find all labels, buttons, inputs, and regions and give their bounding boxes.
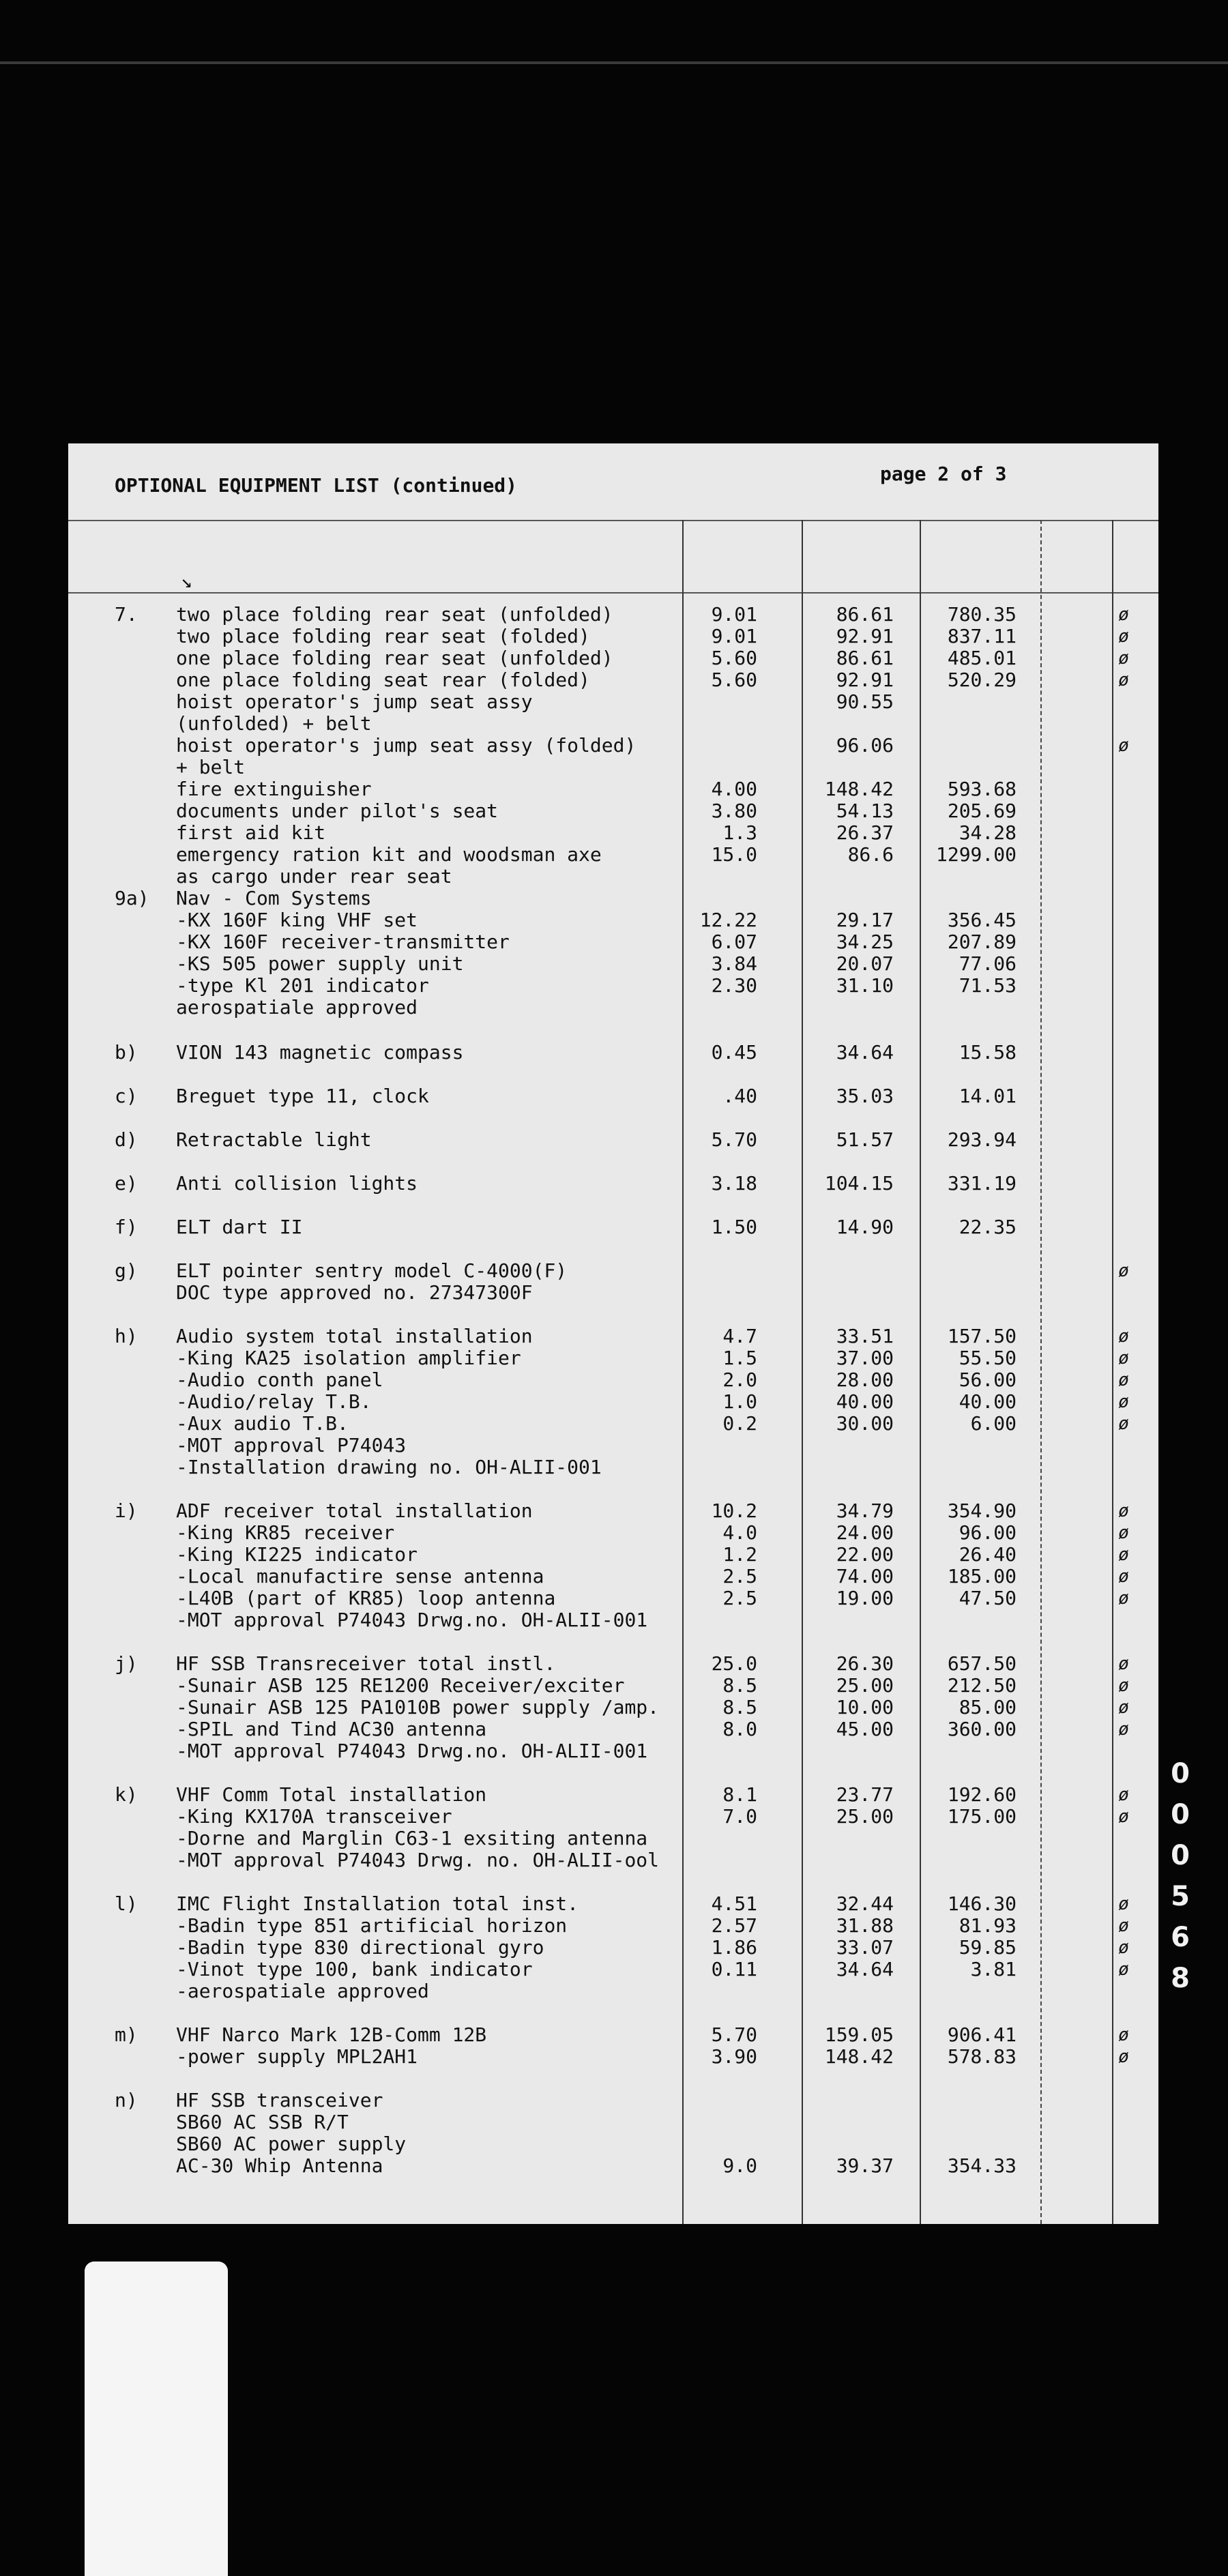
table-row: [68, 2090, 1158, 2111]
weight-value: .40: [722, 1085, 757, 1107]
item-description: VION 143 magnetic compass: [176, 1041, 464, 1064]
item-description: -aerospatiale approved: [176, 1980, 429, 2002]
table-row: [68, 1457, 1158, 1478]
item-description: Audio system total installation: [176, 1325, 533, 1347]
weight-value: 1.86: [711, 1936, 757, 1959]
table-row: [68, 1500, 1158, 1522]
document-sheet: [68, 443, 1158, 2224]
check-mark: ø: [1118, 1261, 1129, 1281]
table-row: [68, 866, 1158, 888]
item-description: -Dorne and Marglin C63-1 exsiting antenna: [176, 1827, 648, 1849]
item-description: HF SSB Transreceiver total instl.: [176, 1652, 556, 1675]
table-row: [68, 1326, 1158, 1347]
pen-mark: ↘: [181, 570, 192, 592]
table-row: [68, 1282, 1158, 1304]
item-description: Breguet type 11, clock: [176, 1085, 429, 1107]
moment-value: 185.00: [947, 1565, 1017, 1587]
table-row: [68, 953, 1158, 975]
serial-stamp: [1168, 1753, 1193, 1999]
item-description: -Audio conth panel: [176, 1368, 383, 1391]
moment-value: 59.85: [959, 1936, 1017, 1959]
check-mark: ø: [1118, 1566, 1129, 1587]
arm-value: 31.88: [836, 1914, 894, 1937]
weight-value: 0.11: [711, 1958, 757, 1980]
item-description: Retractable light: [176, 1128, 372, 1151]
item-description: one place folding rear seat (unfolded): [176, 647, 613, 669]
item-description: -Installation drawing no. OH-ALII-001: [176, 1456, 602, 1478]
item-description: -L40B (part of KR85) loop antenna: [176, 1587, 556, 1609]
table-row: [68, 888, 1158, 909]
item-description: VHF Comm Total installation: [176, 1783, 487, 1806]
stamp-digit: 8: [1171, 1963, 1190, 1994]
arm-value: 45.00: [836, 1718, 894, 1740]
moment-value: 157.50: [947, 1325, 1017, 1347]
weight-value: 3.18: [711, 1172, 757, 1195]
weight-value: 5.60: [711, 647, 757, 669]
table-row: [68, 1085, 1158, 1107]
arm-value: 33.51: [836, 1325, 894, 1347]
arm-value: 39.37: [836, 2154, 894, 2177]
item-description: DOC type approved no. 27347300F: [176, 1281, 533, 1304]
check-mark: ø: [1118, 1937, 1129, 1958]
table-row: [68, 604, 1158, 626]
moment-value: 81.93: [959, 1914, 1017, 1937]
table-row: [68, 1980, 1158, 2002]
check-mark: ø: [1118, 1697, 1129, 1718]
arm-value: 104.15: [824, 1172, 894, 1195]
table-row: [68, 2111, 1158, 2133]
table-row: [68, 975, 1158, 997]
table-row: [68, 1849, 1158, 1871]
arm-value: 23.77: [836, 1783, 894, 1806]
table-row: [68, 691, 1158, 713]
moment-value: 22.35: [959, 1216, 1017, 1238]
section-label: f): [115, 1216, 138, 1238]
table-row: [68, 909, 1158, 931]
arm-value: 32.44: [836, 1892, 894, 1915]
section-label: n): [115, 2089, 138, 2111]
section-label: j): [115, 1652, 138, 1675]
table-row: [68, 626, 1158, 647]
moment-value: 175.00: [947, 1805, 1017, 1828]
item-description: SB60 AC SSB R/T: [176, 2111, 349, 2133]
table-row: [68, 2046, 1158, 2068]
weight-value: 15.0: [711, 843, 757, 866]
table-row: [68, 1697, 1158, 1718]
equipment-table: [68, 443, 1158, 2224]
item-description: -type Kl 201 indicator: [176, 974, 429, 997]
weight-value: 25.0: [711, 1652, 757, 1675]
item-description: SB60 AC power supply: [176, 2133, 407, 2155]
table-row: [68, 1216, 1158, 1238]
table-row: [68, 669, 1158, 691]
arm-value: 14.90: [836, 1216, 894, 1238]
weight-value: 1.0: [722, 1390, 757, 1413]
table-row: [68, 1915, 1158, 1937]
item-description: VHF Narco Mark 12B-Comm 12B: [176, 2023, 487, 2046]
moment-value: 15.58: [959, 1041, 1017, 1064]
arm-value: 34.25: [836, 931, 894, 953]
item-description: (unfolded) + belt: [176, 712, 372, 735]
table-row: [68, 1391, 1158, 1413]
table-row: [68, 1609, 1158, 1631]
item-description: two place folding rear seat (unfolded): [176, 603, 613, 626]
item-description: two place folding rear seat (folded): [176, 625, 590, 647]
table-row: [68, 713, 1158, 735]
check-mark: ø: [1118, 1501, 1129, 1521]
check-mark: ø: [1118, 1806, 1129, 1827]
moment-value: 55.50: [959, 1347, 1017, 1369]
moment-value: 85.00: [959, 1696, 1017, 1718]
moment-value: 207.89: [947, 931, 1017, 953]
item-description: Nav - Com Systems: [176, 887, 372, 909]
moment-value: 34.28: [959, 821, 1017, 844]
moment-value: 331.19: [947, 1172, 1017, 1195]
weight-value: 1.50: [711, 1216, 757, 1238]
item-description: -King KR85 receiver: [176, 1521, 395, 1544]
weight-value: 8.5: [722, 1674, 757, 1697]
check-mark: ø: [1118, 1675, 1129, 1696]
check-mark: ø: [1118, 1326, 1129, 1347]
check-mark: ø: [1118, 1916, 1129, 1936]
item-description: Anti collision lights: [176, 1172, 418, 1195]
weight-value: 9.01: [711, 625, 757, 647]
moment-value: 47.50: [959, 1587, 1017, 1609]
moment-value: 192.60: [947, 1783, 1017, 1806]
moment-value: 485.01: [947, 647, 1017, 669]
weight-value: 2.57: [711, 1914, 757, 1937]
moment-value: 40.00: [959, 1390, 1017, 1413]
check-mark: ø: [1118, 626, 1129, 647]
table-row: [68, 1828, 1158, 1849]
check-mark: ø: [1118, 1588, 1129, 1609]
table-row: [68, 1347, 1158, 1369]
table-row: [68, 1937, 1158, 1959]
item-description: -power supply MPL2AH1: [176, 2045, 418, 2068]
arm-value: 25.00: [836, 1674, 894, 1697]
table-row: [68, 647, 1158, 669]
moment-value: 96.00: [959, 1521, 1017, 1544]
weight-value: 1.2: [722, 1543, 757, 1566]
weight-value: 8.0: [722, 1718, 757, 1740]
check-mark: ø: [1118, 735, 1129, 756]
stamp-digit: 0: [1171, 1799, 1190, 1830]
weight-value: 0.2: [722, 1412, 757, 1435]
table-row: [68, 1959, 1158, 1980]
section-label: i): [115, 1499, 138, 1522]
weight-value: 0.45: [711, 1041, 757, 1064]
section-label: c): [115, 1085, 138, 1107]
arm-value: 31.10: [836, 974, 894, 997]
item-description: -MOT approval P74043 Drwg.no. OH-ALII-001: [176, 1609, 648, 1631]
check-mark: ø: [1118, 1545, 1129, 1565]
item-description: AC-30 Whip Antenna: [176, 2154, 383, 2177]
arm-value: 33.07: [836, 1936, 894, 1959]
arm-value: 86.6: [847, 843, 894, 866]
arm-value: 20.07: [836, 952, 894, 975]
item-description: -Aux audio T.B.: [176, 1412, 349, 1435]
item-description: ELT dart II: [176, 1216, 303, 1238]
arm-value: 30.00: [836, 1412, 894, 1435]
table-row: [68, 1173, 1158, 1195]
check-mark: ø: [1118, 604, 1129, 625]
item-description: HF SSB transceiver: [176, 2089, 383, 2111]
arm-value: 34.64: [836, 1041, 894, 1064]
arm-value: 54.13: [836, 800, 894, 822]
table-row: [68, 757, 1158, 778]
item-description: + belt: [176, 756, 246, 778]
weight-value: 1.3: [722, 821, 757, 844]
weight-value: 1.5: [722, 1347, 757, 1369]
arm-value: 10.00: [836, 1696, 894, 1718]
section-label: k): [115, 1783, 138, 1806]
moment-value: 1299.00: [935, 843, 1017, 866]
arm-value: 28.00: [836, 1368, 894, 1391]
arm-value: 34.79: [836, 1499, 894, 1522]
weight-value: 3.90: [711, 2045, 757, 2068]
weight-value: 8.5: [722, 1696, 757, 1718]
table-row: [68, 1784, 1158, 1806]
scan-white-patch: [85, 2262, 228, 2576]
table-row: [68, 1522, 1158, 1544]
moment-value: 212.50: [947, 1674, 1017, 1697]
weight-value: 2.5: [722, 1565, 757, 1587]
arm-value: 29.17: [836, 909, 894, 931]
item-description: -Sunair ASB 125 PA1010B power supply /amp.: [176, 1696, 660, 1718]
arm-value: 92.91: [836, 625, 894, 647]
item-description: -KS 505 power supply unit: [176, 952, 464, 975]
arm-value: 22.00: [836, 1543, 894, 1566]
document-title: OPTIONAL EQUIPMENT LIST (continued): [115, 474, 518, 497]
weight-value: 12.22: [699, 909, 757, 931]
weight-value: 4.7: [722, 1325, 757, 1347]
section-label: e): [115, 1172, 138, 1195]
item-description: hoist operator's jump seat assy (folded): [176, 734, 637, 757]
item-description: hoist operator's jump seat assy: [176, 690, 533, 713]
moment-value: 14.01: [959, 1085, 1017, 1107]
moment-value: 354.90: [947, 1499, 1017, 1522]
arm-value: 19.00: [836, 1587, 894, 1609]
moment-value: 780.35: [947, 603, 1017, 626]
check-mark: ø: [1118, 1654, 1129, 1674]
moment-value: 3.81: [970, 1958, 1017, 1980]
table-row: [68, 1566, 1158, 1587]
weight-value: 4.0: [722, 1521, 757, 1544]
arm-value: 24.00: [836, 1521, 894, 1544]
item-description: -Vinot type 100, bank indicator: [176, 1958, 533, 1980]
moment-value: 26.40: [959, 1543, 1017, 1566]
section-label: h): [115, 1325, 138, 1347]
section-label: d): [115, 1128, 138, 1151]
table-row: [68, 1042, 1158, 1064]
moment-value: 205.69: [947, 800, 1017, 822]
weight-value: 5.70: [711, 1128, 757, 1151]
check-mark: ø: [1118, 1959, 1129, 1980]
scan-border-line: [0, 61, 1228, 64]
arm-value: 159.05: [824, 2023, 894, 2046]
weight-value: 4.00: [711, 778, 757, 800]
weight-value: 4.51: [711, 1892, 757, 1915]
table-row: [68, 844, 1158, 866]
section-label: 9a): [115, 887, 149, 909]
item-description: emergency ration kit and woodsman axe: [176, 843, 602, 866]
arm-value: 35.03: [836, 1085, 894, 1107]
check-mark: ø: [1118, 1785, 1129, 1805]
arm-value: 148.42: [824, 778, 894, 800]
check-mark: ø: [1118, 2025, 1129, 2045]
table-row: [68, 1653, 1158, 1675]
arm-value: 34.64: [836, 1958, 894, 1980]
arm-value: 74.00: [836, 1565, 894, 1587]
moment-value: 520.29: [947, 669, 1017, 691]
arm-value: 96.06: [836, 734, 894, 757]
weight-value: 6.07: [711, 931, 757, 953]
section-label: b): [115, 1041, 138, 1064]
table-row: [68, 1129, 1158, 1151]
table-row: [68, 2024, 1158, 2046]
page-number: page 2 of 3: [880, 463, 1007, 485]
check-mark: ø: [1118, 648, 1129, 669]
moment-value: 293.94: [947, 1128, 1017, 1151]
table-row: [68, 2155, 1158, 2177]
check-mark: ø: [1118, 1523, 1129, 1543]
arm-value: 90.55: [836, 690, 894, 713]
check-mark: ø: [1118, 1370, 1129, 1390]
item-description: -MOT approval P74043 Drwg.no. OH-ALII-001: [176, 1740, 648, 1762]
section-label: l): [115, 1892, 138, 1915]
table-row: [68, 1369, 1158, 1391]
stamp-digit: 0: [1171, 1840, 1190, 1871]
item-description: IMC Flight Installation total inst.: [176, 1892, 579, 1915]
moment-value: 71.53: [959, 974, 1017, 997]
check-mark: ø: [1118, 1348, 1129, 1368]
table-row: [68, 800, 1158, 822]
table-row: [68, 1435, 1158, 1457]
item-description: ADF receiver total installation: [176, 1499, 533, 1522]
table-row: [68, 1675, 1158, 1697]
item-description: -KX 160F receiver-transmitter: [176, 931, 510, 953]
table-row: [68, 1544, 1158, 1566]
item-description: -Audio/relay T.B.: [176, 1390, 372, 1413]
arm-value: 37.00: [836, 1347, 894, 1369]
check-mark: ø: [1118, 1894, 1129, 1914]
item-description: -MOT approval P74043: [176, 1434, 407, 1457]
table-row: [68, 1718, 1158, 1740]
item-description: documents under pilot's seat: [176, 800, 499, 822]
item-description: ELT pointer sentry model C-4000(F): [176, 1259, 568, 1282]
arm-value: 86.61: [836, 647, 894, 669]
stamp-digit: 0: [1171, 1758, 1190, 1789]
stamp-digit: 6: [1171, 1922, 1190, 1953]
moment-value: 354.33: [947, 2154, 1017, 2177]
moment-value: 56.00: [959, 1368, 1017, 1391]
weight-value: 3.84: [711, 952, 757, 975]
section-label: 7.: [115, 603, 138, 626]
section-label: m): [115, 2023, 138, 2046]
weight-value: 8.1: [722, 1783, 757, 1806]
moment-value: 578.83: [947, 2045, 1017, 2068]
arm-value: 92.91: [836, 669, 894, 691]
weight-value: 10.2: [711, 1499, 757, 1522]
moment-value: 6.00: [970, 1412, 1017, 1435]
table-row: [68, 1587, 1158, 1609]
table-row: [68, 1806, 1158, 1828]
item-description: first aid kit: [176, 821, 326, 844]
arm-value: 148.42: [824, 2045, 894, 2068]
table-row: [68, 2133, 1158, 2155]
item-description: -Sunair ASB 125 RE1200 Receiver/exciter: [176, 1674, 625, 1697]
moment-value: 593.68: [947, 778, 1017, 800]
item-description: as cargo under rear seat: [176, 865, 452, 888]
item-description: -SPIL and Tind AC30 antenna: [176, 1718, 487, 1740]
check-mark: ø: [1118, 1392, 1129, 1412]
arm-value: 40.00: [836, 1390, 894, 1413]
item-description: -King KA25 isolation amplifier: [176, 1347, 521, 1369]
table-row: [68, 931, 1158, 953]
table-row: [68, 997, 1158, 1019]
stamp-digit: 5: [1171, 1881, 1190, 1912]
moment-value: 906.41: [947, 2023, 1017, 2046]
weight-value: 3.80: [711, 800, 757, 822]
arm-value: 51.57: [836, 1128, 894, 1151]
arm-value: 86.61: [836, 603, 894, 626]
arm-value: 26.30: [836, 1652, 894, 1675]
weight-value: 9.01: [711, 603, 757, 626]
arm-value: 26.37: [836, 821, 894, 844]
table-row: [68, 778, 1158, 800]
item-description: -King KX170A transceiver: [176, 1805, 452, 1828]
table-row: [68, 1413, 1158, 1435]
check-mark: ø: [1118, 1719, 1129, 1740]
weight-value: 2.30: [711, 974, 757, 997]
weight-value: 2.0: [722, 1368, 757, 1391]
weight-value: 5.70: [711, 2023, 757, 2046]
item-description: -Badin type 851 artificial horizon: [176, 1914, 568, 1937]
moment-value: 146.30: [947, 1892, 1017, 1915]
moment-value: 657.50: [947, 1652, 1017, 1675]
item-description: -MOT approval P74043 Drwg. no. OH-ALII-ool: [176, 1849, 660, 1871]
table-row: [68, 1260, 1158, 1282]
arm-value: 25.00: [836, 1805, 894, 1828]
table-row: [68, 822, 1158, 844]
item-description: -Local manufactire sense antenna: [176, 1565, 544, 1587]
item-description: fire extinguisher: [176, 778, 372, 800]
check-mark: ø: [1118, 1414, 1129, 1434]
weight-value: 5.60: [711, 669, 757, 691]
moment-value: 837.11: [947, 625, 1017, 647]
item-description: one place folding seat rear (folded): [176, 669, 590, 691]
moment-value: 77.06: [959, 952, 1017, 975]
moment-value: 356.45: [947, 909, 1017, 931]
section-label: g): [115, 1259, 138, 1282]
weight-value: 2.5: [722, 1587, 757, 1609]
item-description: aerospatiale approved: [176, 996, 418, 1019]
check-mark: ø: [1118, 2047, 1129, 2067]
table-row: [68, 1893, 1158, 1915]
item-description: -KX 160F king VHF set: [176, 909, 418, 931]
weight-value: 9.0: [722, 2154, 757, 2177]
table-row: [68, 735, 1158, 757]
table-row: [68, 1740, 1158, 1762]
item-description: -King KI225 indicator: [176, 1543, 418, 1566]
check-mark: ø: [1118, 670, 1129, 690]
moment-value: 360.00: [947, 1718, 1017, 1740]
item-description: -Badin type 830 directional gyro: [176, 1936, 544, 1959]
weight-value: 7.0: [722, 1805, 757, 1828]
